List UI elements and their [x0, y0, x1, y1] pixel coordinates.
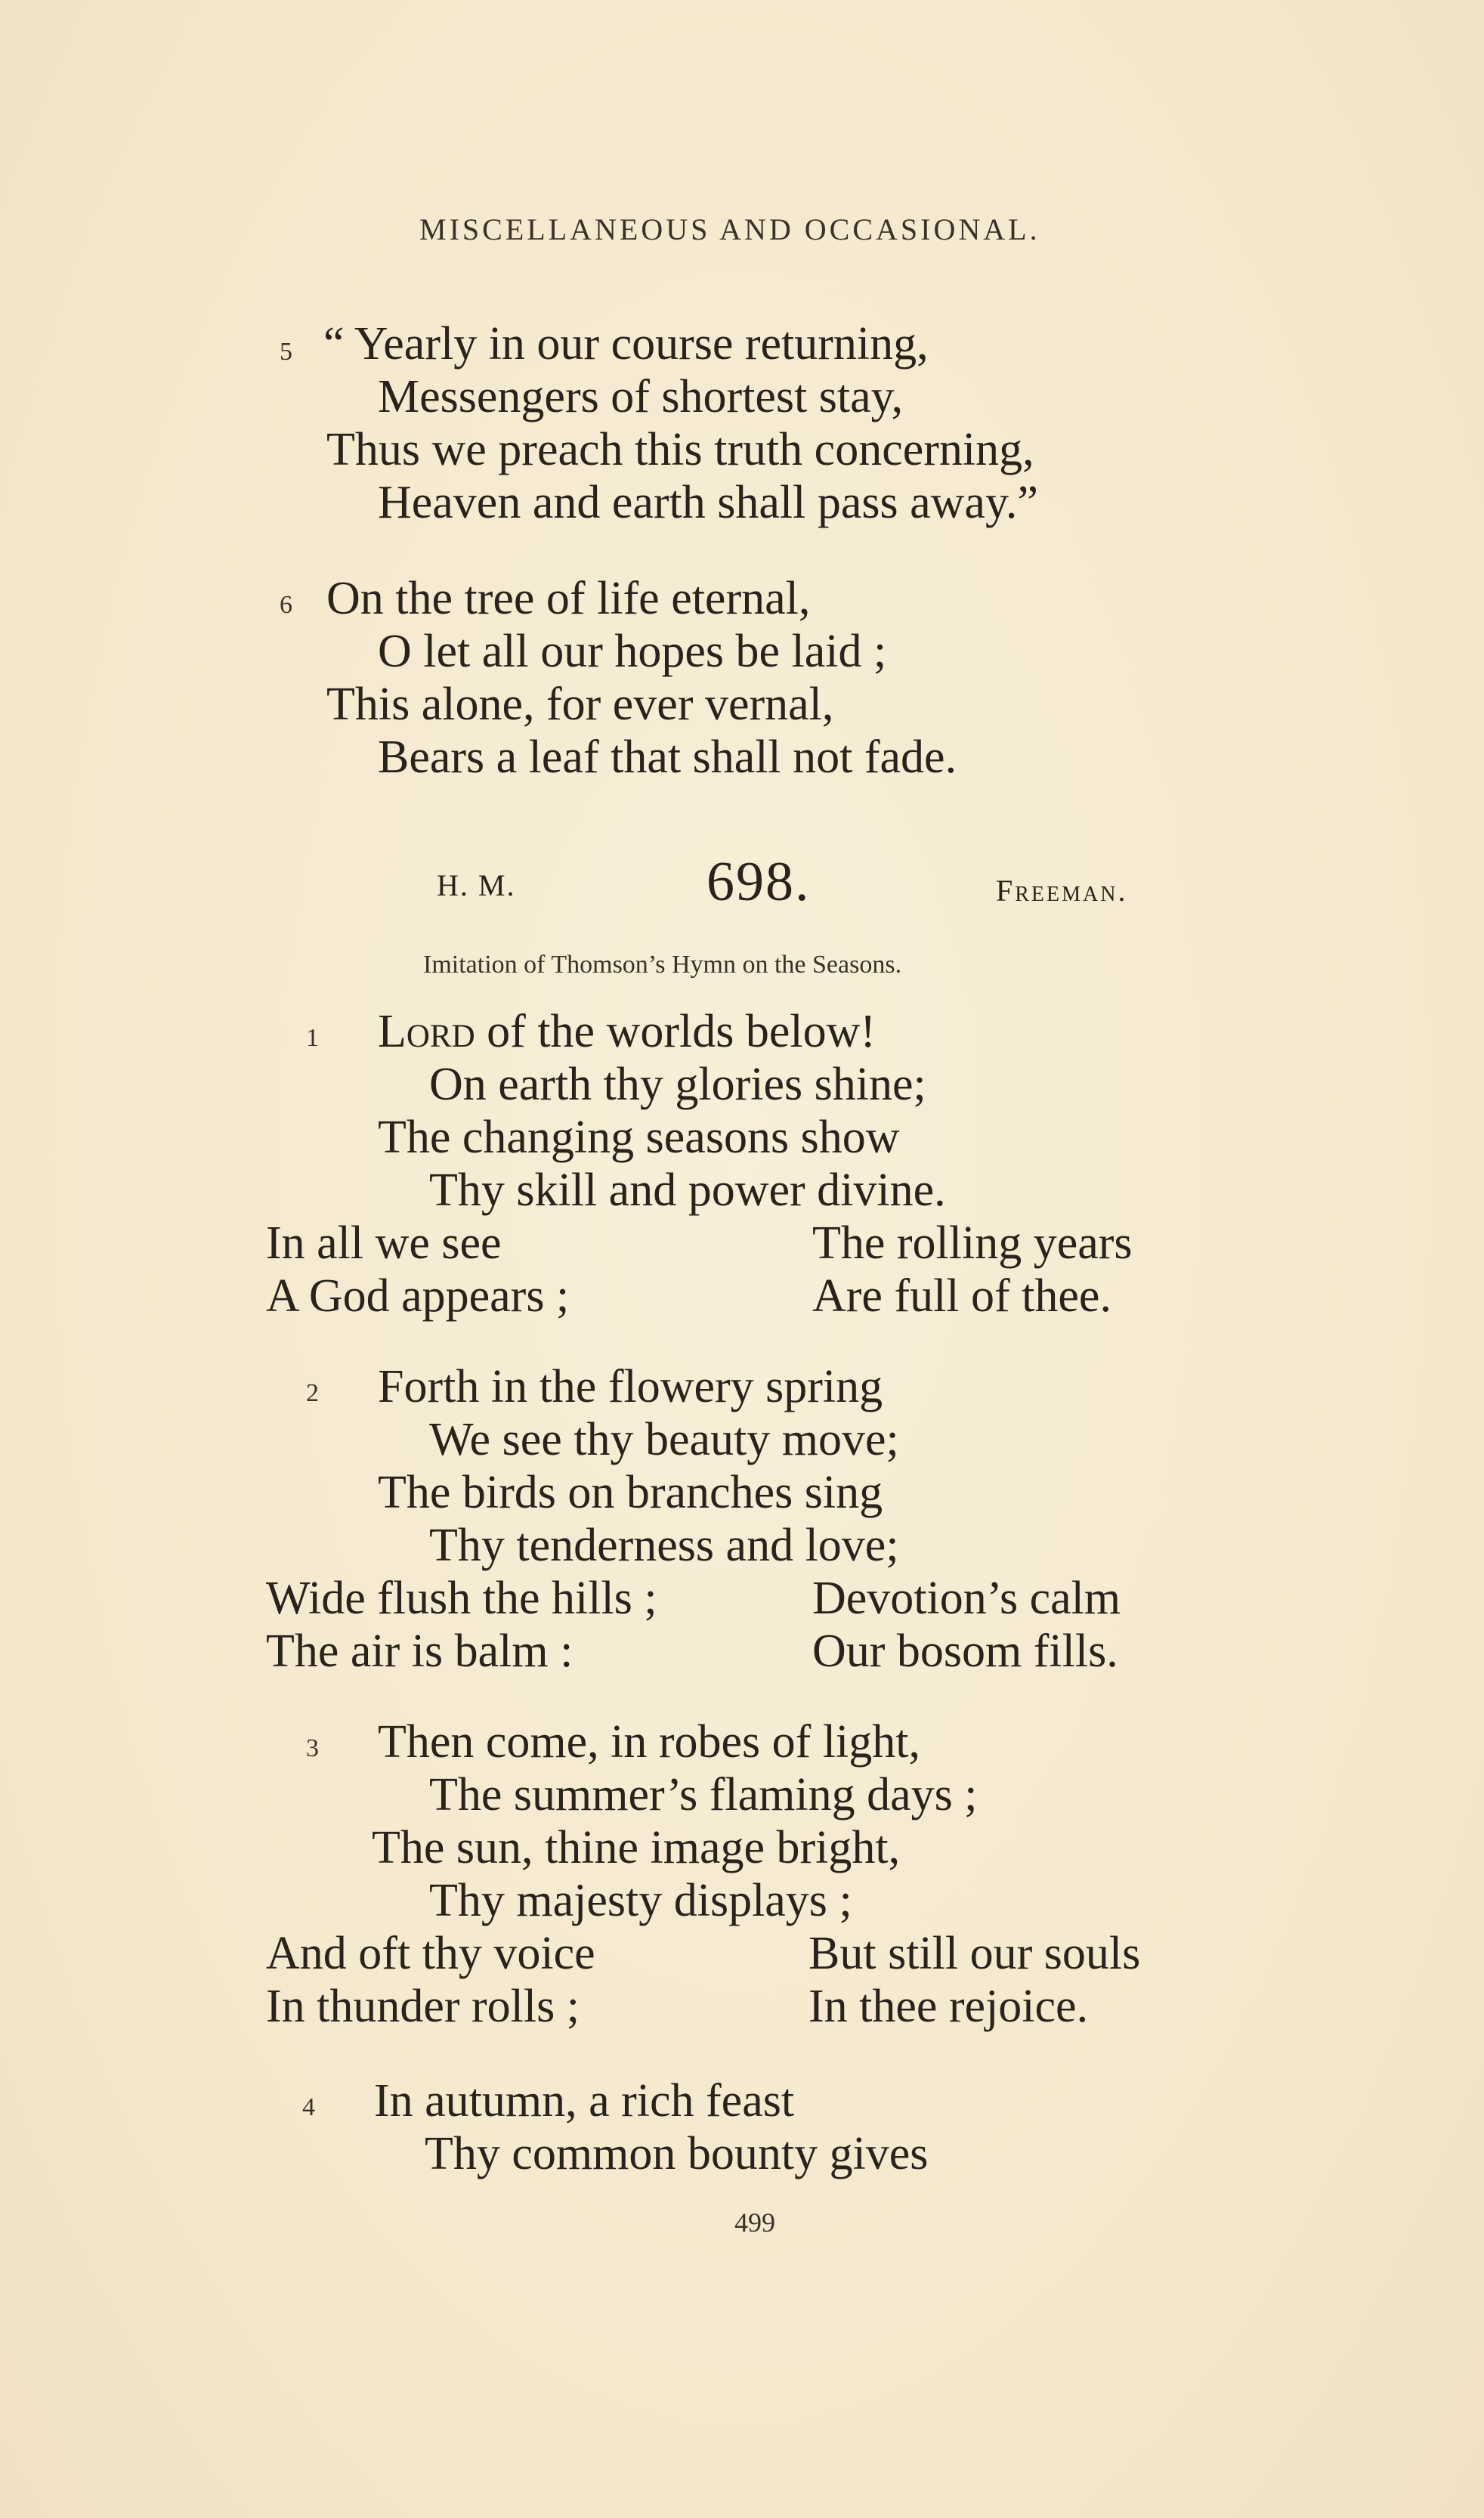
verse-line-left: A God appears ; [266, 1270, 570, 1322]
page-number: 499 [734, 2207, 775, 2238]
verse-line-right: Devotion’s calm [812, 1573, 1121, 1624]
verse-line: Thus we preach this truth concerning, [326, 424, 1034, 475]
verse-line-right: In thee rejoice. [808, 1981, 1089, 2032]
verse-number: 4 [302, 2093, 315, 2121]
verse-line: Thy skill and power divine. [429, 1165, 946, 1216]
verse-line-right: But still our souls [808, 1928, 1141, 1979]
verse-number: 3 [306, 1734, 319, 1762]
verse-line-rest: of the worlds below! [475, 1006, 876, 1057]
verse-line [378, 1005, 876, 1058]
verse-line: Thy common bounty gives [425, 2128, 929, 2179]
hymn-subtitle: Imitation of Thomson’s Hymn on the Seasons. [423, 951, 902, 979]
verse-line: We see thy beauty move; [429, 1414, 899, 1465]
verse-line-left: Wide flush the hills ; [266, 1573, 657, 1624]
verse-number: 6 [280, 591, 292, 619]
verse-first-word: Lord [378, 1006, 475, 1057]
running-head: MISCELLANEOUS AND OCCASIONAL. [419, 212, 1040, 246]
verse-number: 2 [306, 1379, 319, 1407]
verse-line: The changing seasons show [378, 1112, 900, 1163]
verse-line: In autumn, a rich feast [374, 2075, 795, 2127]
verse-line: On the tree of life eternal, [326, 573, 811, 624]
verse-line-left: In all we see [266, 1217, 502, 1269]
verse-line: This alone, for ever vernal, [326, 679, 834, 730]
verse-line: The sun, thine image bright, [372, 1822, 901, 1873]
verse-line: Heaven and earth shall pass away.” [378, 477, 1038, 528]
hymn-tune: Freeman. [996, 874, 1128, 908]
verse-line: Bears a leaf that shall not fade. [378, 732, 957, 783]
verse-line-right: Are full of thee. [812, 1270, 1111, 1322]
verse-line: Forth in the flowery spring [378, 1361, 883, 1412]
verse-line: The birds on branches sing [378, 1467, 883, 1518]
verse-line: O let all our hopes be laid ; [378, 626, 887, 677]
verse-line: Thy tenderness and love; [429, 1520, 899, 1571]
verse-line: The summer’s flaming days ; [429, 1769, 978, 1820]
verse-line: On earth thy glories shine; [429, 1059, 926, 1110]
hymn-number: 698. [706, 851, 811, 913]
verse-line: Thy majesty displays ; [429, 1875, 852, 1926]
verse-line-right: Our bosom fills. [812, 1626, 1118, 1677]
verse-line-right: The rolling years [812, 1217, 1133, 1269]
verse-line-left: In thunder rolls ; [266, 1981, 580, 2032]
verse-line: Then come, in robes of light, [378, 1716, 920, 1768]
verse-number: 1 [306, 1024, 319, 1052]
verse-line-left: The air is balm : [266, 1626, 574, 1677]
hymn-meter: H. M. [437, 868, 516, 902]
verse-line: Messengers of shortest stay, [378, 371, 904, 422]
verse-line-left: And oft thy voice [266, 1928, 595, 1979]
verse-line: “ Yearly in our course returning, [323, 318, 929, 370]
verse-number: 5 [280, 338, 292, 366]
